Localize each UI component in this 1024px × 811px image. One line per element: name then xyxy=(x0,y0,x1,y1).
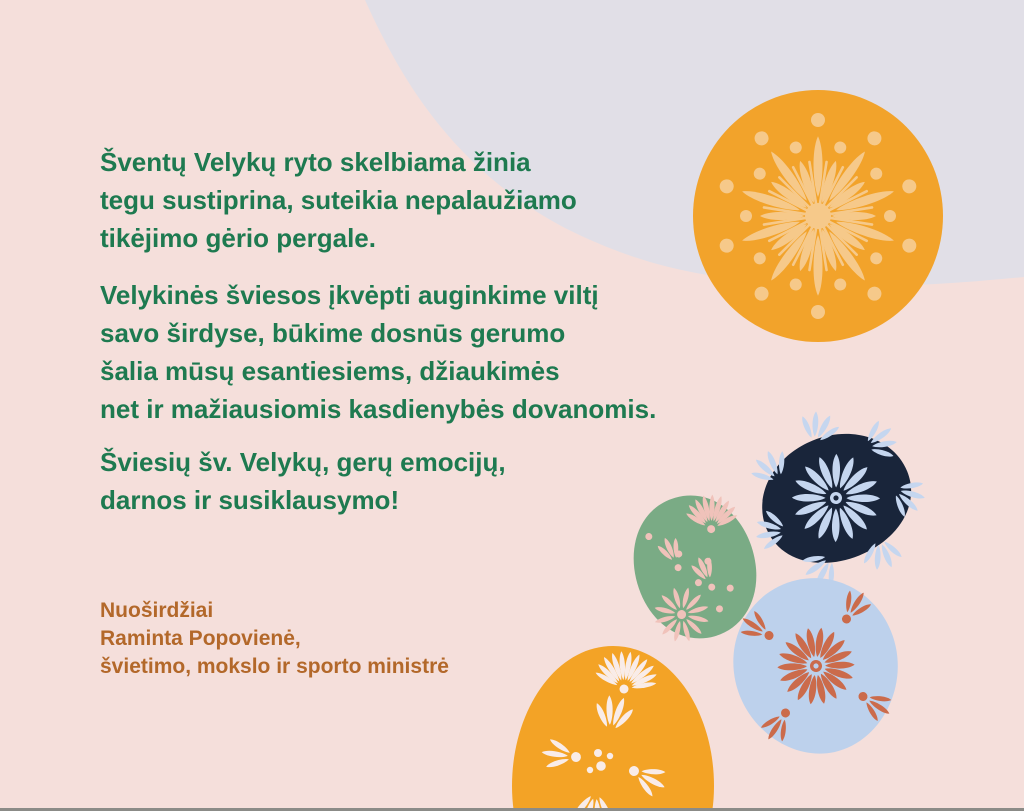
signature-name: Raminta Popovienė, xyxy=(100,627,301,650)
greeting-line: darnos ir susiklausymo! xyxy=(100,485,400,515)
greeting-line: Šventų Velykų ryto skelbiama žinia xyxy=(100,147,531,177)
greeting-line: šalia mūsų esantiesiems, džiaukimės xyxy=(100,356,560,386)
greeting-text-block xyxy=(100,143,740,681)
greeting-line: Velykinės šviesos įkvėpti auginkime viltį xyxy=(100,280,599,310)
signature-title: švietimo, mokslo ir sporto ministrė xyxy=(100,655,449,678)
greeting-paragraph-2 xyxy=(100,276,740,428)
greeting-paragraph-3 xyxy=(100,443,740,519)
greeting-paragraph-1 xyxy=(100,143,740,257)
signature-block xyxy=(100,597,740,681)
signature-closing: Nuoširdžiai xyxy=(100,599,214,622)
greeting-line: tikėjimo gėrio pergale. xyxy=(100,223,376,253)
greeting-line: savo širdyse, būkime dosnūs gerumo xyxy=(100,318,566,348)
greeting-line: Šviesių šv. Velykų, gerų emocijų, xyxy=(100,447,506,477)
greeting-line: tegu sustiprina, suteikia nepalaužiamo xyxy=(100,185,577,215)
greeting-line: net ir mažiausiomis kasdienybės dovanomis. xyxy=(100,394,657,424)
